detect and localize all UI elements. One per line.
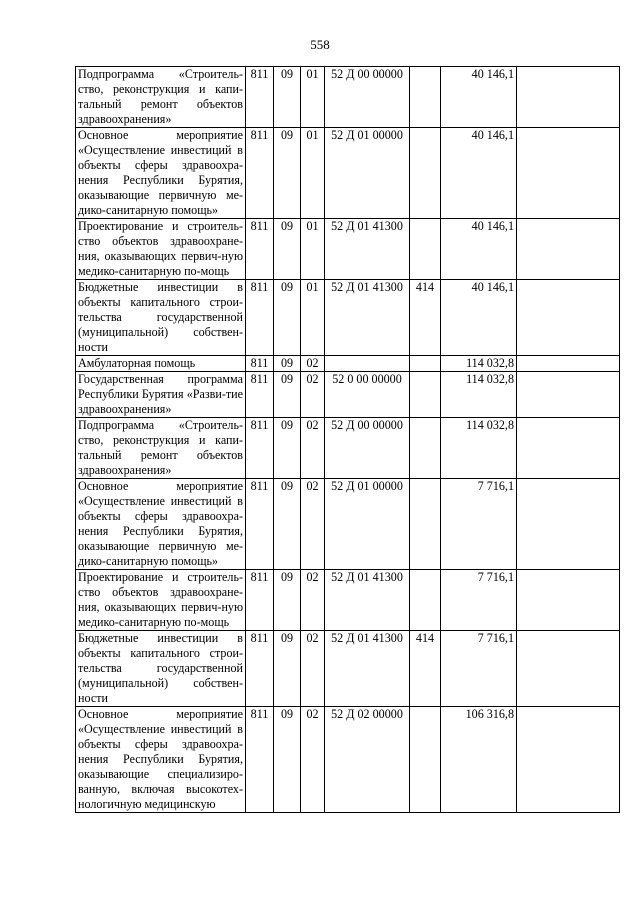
row-expense-type-cell <box>410 128 441 219</box>
row-ved-cell: 811 <box>246 128 274 219</box>
row-section-cell: 09 <box>274 128 301 219</box>
row-name-cell: Основное мероприятие «Осуществление инвестиций в объекты сферы здравоохра-нения Республики Бурятия, оказывающие первичную ме-дико-санитарную помощь» <box>76 128 246 219</box>
row-expense-type-cell <box>410 356 441 372</box>
row-blank-cell <box>517 631 620 707</box>
row-amount-cell: 114 032,8 <box>441 372 517 418</box>
row-subsection-cell: 02 <box>301 570 325 631</box>
row-blank-cell <box>517 280 620 356</box>
row-blank-cell <box>517 128 620 219</box>
row-ved-cell: 811 <box>246 631 274 707</box>
row-amount-cell: 106 316,8 <box>441 707 517 813</box>
row-blank-cell <box>517 570 620 631</box>
row-ved-cell: 811 <box>246 67 274 128</box>
row-subsection-cell: 02 <box>301 479 325 570</box>
row-subsection-cell: 02 <box>301 372 325 418</box>
row-target-article-cell: 52 Д 01 41300 <box>325 570 410 631</box>
row-blank-cell <box>517 479 620 570</box>
table-row <box>76 128 620 219</box>
row-name-cell: Государственная программа Республики Бурятия «Разви-тие здравоохранения» <box>76 372 246 418</box>
row-ved-cell: 811 <box>246 570 274 631</box>
row-ved-cell: 811 <box>246 219 274 280</box>
row-subsection-cell: 02 <box>301 356 325 372</box>
table-row <box>76 570 620 631</box>
row-section-cell: 09 <box>274 356 301 372</box>
row-blank-cell <box>517 418 620 479</box>
row-name-cell: Подпрограмма «Строитель-ство, реконструкция и капи-тальный ремонт объектов здравоохранения» <box>76 418 246 479</box>
row-ved-cell: 811 <box>246 372 274 418</box>
table-row <box>76 631 620 707</box>
row-amount-cell: 7 716,1 <box>441 479 517 570</box>
row-name-cell: Подпрограмма «Строитель-ство, реконструкция и капи-тальный ремонт объектов здравоохранения» <box>76 67 246 128</box>
table-row <box>76 479 620 570</box>
row-subsection-cell: 02 <box>301 707 325 813</box>
row-target-article-cell: 52 Д 00 00000 <box>325 67 410 128</box>
row-amount-cell: 40 146,1 <box>441 280 517 356</box>
row-expense-type-cell <box>410 479 441 570</box>
row-blank-cell <box>517 356 620 372</box>
table-row <box>76 418 620 479</box>
row-blank-cell <box>517 372 620 418</box>
row-section-cell: 09 <box>274 570 301 631</box>
table-row <box>76 67 620 128</box>
row-name-cell: Проектирование и строитель-ство объектов здравоохране-ния, оказывающих первич-ную медико-санитарную по-мощь <box>76 219 246 280</box>
row-target-article-cell: 52 Д 01 41300 <box>325 280 410 356</box>
row-target-article-cell: 52 Д 02 00000 <box>325 707 410 813</box>
row-expense-type-cell <box>410 372 441 418</box>
table-body <box>76 67 620 813</box>
row-target-article-cell: 52 Д 01 00000 <box>325 128 410 219</box>
row-expense-type-cell: 414 <box>410 631 441 707</box>
row-section-cell: 09 <box>274 631 301 707</box>
row-ved-cell: 811 <box>246 479 274 570</box>
row-subsection-cell: 01 <box>301 128 325 219</box>
row-blank-cell <box>517 219 620 280</box>
row-name-cell: Основное мероприятие «Осуществление инвестиций в объекты сферы здравоохра-нения Республики Бурятия, оказывающие первичную ме-дико-санитарную помощь» <box>76 479 246 570</box>
row-amount-cell: 40 146,1 <box>441 67 517 128</box>
row-section-cell: 09 <box>274 707 301 813</box>
row-amount-cell: 40 146,1 <box>441 128 517 219</box>
row-section-cell: 09 <box>274 67 301 128</box>
row-ved-cell: 811 <box>246 280 274 356</box>
row-subsection-cell: 02 <box>301 418 325 479</box>
row-name-cell: Проектирование и строитель-ство объектов здравоохране-ния, оказывающих первич-ную медико-санитарную по-мощь <box>76 570 246 631</box>
row-subsection-cell: 02 <box>301 631 325 707</box>
row-target-article-cell: 52 0 00 00000 <box>325 372 410 418</box>
row-section-cell: 09 <box>274 479 301 570</box>
row-amount-cell: 114 032,8 <box>441 418 517 479</box>
row-amount-cell: 40 146,1 <box>441 219 517 280</box>
row-target-article-cell: 52 Д 00 00000 <box>325 418 410 479</box>
row-name-cell: Основное мероприятие «Осуществление инвестиций в объекты сферы здравоохра-нения Республики Бурятия, оказывающие специализиро-ванную, включая высокотех-нологичную медицинскую <box>76 707 246 813</box>
row-section-cell: 09 <box>274 418 301 479</box>
row-target-article-cell: 52 Д 01 41300 <box>325 631 410 707</box>
row-name-cell: Амбулаторная помощь <box>76 356 246 372</box>
row-ved-cell: 811 <box>246 707 274 813</box>
table-row <box>76 372 620 418</box>
table-row <box>76 280 620 356</box>
row-target-article-cell <box>325 356 410 372</box>
row-ved-cell: 811 <box>246 418 274 479</box>
row-amount-cell: 7 716,1 <box>441 570 517 631</box>
page-number: 558 <box>310 37 330 52</box>
row-expense-type-cell <box>410 570 441 631</box>
table-row <box>76 707 620 813</box>
budget-table <box>75 66 620 813</box>
row-expense-type-cell <box>410 67 441 128</box>
row-expense-type-cell <box>410 418 441 479</box>
table-row <box>76 219 620 280</box>
row-ved-cell: 811 <box>246 356 274 372</box>
row-blank-cell <box>517 67 620 128</box>
row-section-cell: 09 <box>274 219 301 280</box>
row-section-cell: 09 <box>274 372 301 418</box>
row-name-cell: Бюджетные инвестиции в объекты капитального строи-тельства государственной (муниципальной) собствен-ности <box>76 280 246 356</box>
row-blank-cell <box>517 707 620 813</box>
row-subsection-cell: 01 <box>301 67 325 128</box>
row-section-cell: 09 <box>274 280 301 356</box>
row-amount-cell: 114 032,8 <box>441 356 517 372</box>
row-subsection-cell: 01 <box>301 219 325 280</box>
row-target-article-cell: 52 Д 01 00000 <box>325 479 410 570</box>
row-name-cell: Бюджетные инвестиции в объекты капитального строи-тельства государственной (муниципальной) собствен-ности <box>76 631 246 707</box>
row-expense-type-cell <box>410 219 441 280</box>
row-target-article-cell: 52 Д 01 41300 <box>325 219 410 280</box>
table-row <box>76 356 620 372</box>
row-subsection-cell: 01 <box>301 280 325 356</box>
row-expense-type-cell <box>410 707 441 813</box>
row-expense-type-cell: 414 <box>410 280 441 356</box>
row-amount-cell: 7 716,1 <box>441 631 517 707</box>
